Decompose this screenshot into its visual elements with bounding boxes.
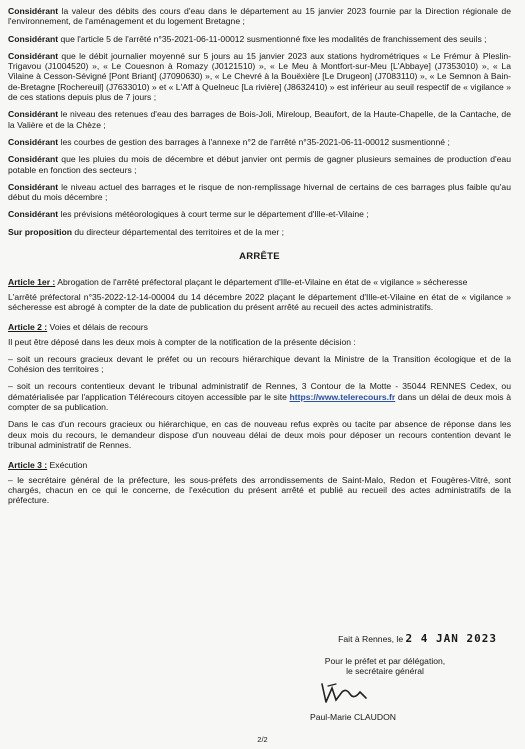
article-3-heading: Article 3 :	[8, 460, 48, 471]
consideration-lead: Considérant	[8, 50, 59, 61]
consideration-lead: Sur proposition	[8, 226, 72, 237]
consideration-paragraph	[8, 182, 511, 203]
signature-place: Fait à Rennes, le	[338, 634, 404, 644]
consideration-text: la valeur des débits des cours d'eau dans le département au 15 janvier 2023 fournie par la Direction régionale de l'environnement, de l'aménagement et du logement Bretagne ;	[8, 6, 511, 27]
consideration-lead: Considérant	[8, 154, 59, 165]
article-2-closing: Dans le cas d'un recours gracieux ou hiérarchique, en cas de nouveau refus exprès ou tacite par absence de réponse dans les deux mois du recours, le demandeur dispose d'un nouveau délai de deux mois pour déposer un recours contention devant le tribunal administratif de Rennes.	[8, 419, 511, 450]
consideration-lead: Considérant	[8, 181, 59, 192]
article-1-title: Abrogation de l'arrêté préfectoral plaçant le département d'Ille-et-Vilaine en état de « vigilance » sécheresse	[55, 277, 468, 288]
telerecours-link[interactable]: https://www.telerecours.fr	[289, 391, 396, 402]
article-2-heading: Article 2 :	[8, 322, 48, 333]
consideration-paragraph	[8, 227, 511, 237]
decree-title: ARRÊTE	[239, 251, 280, 263]
considerations	[8, 6, 511, 237]
article-3-title: Exécution	[47, 460, 88, 471]
article-1	[8, 277, 511, 312]
consideration-text: du directeur départemental des territoires et de la mer ;	[71, 226, 285, 237]
consideration-paragraph	[8, 34, 511, 44]
consideration-lead: Considérant	[8, 33, 59, 44]
consideration-text: que le débit journalier moyenné sur 5 jours au 15 janvier 2023 aux stations hydrométriques « Le Frémur à Pleslin-Trigavou (J1004520) », « Le Couesnon à Romazy (J0121510) », « Le Meu à Montfort-sur-Meu [L'Abbaye] (J7353010) », « La Vilaine à Cesson-Sévigné [Pont Briant] (J7090630) », « Le Chevré à la Bouëxière [Le Drugeon] (J7083110) », « Le Semnon à Bain-de-Bretagne [Rochereuil] (J7633010) » et « L'Aff à Quelneuc [La rivière] (J8632410) » est inférieur au seuil respectif de « vigilance » de ces stations depuis plus de 7 jours ;	[8, 50, 511, 103]
page-number: 2/2	[257, 735, 268, 744]
consideration-paragraph	[8, 6, 511, 27]
signature-line-2: le secrétaire général	[346, 666, 424, 676]
consideration-lead: Considérant	[8, 136, 59, 147]
consideration-text: les prévisions météorologiques à court terme sur le département d'Ille-et-Vilaine ;	[58, 209, 369, 220]
consideration-paragraph	[8, 51, 511, 102]
article-2-intro: Il peut être déposé dans les deux mois à compter de la notification de la présente décision :	[8, 336, 356, 347]
consideration-lead: Considérant	[8, 209, 59, 220]
article-3-body: – le secrétaire général de la préfecture, les sous-préfets des arrondissements de Saint-Malo, Redon et Fougères-Vitré, sont chargés, chacun en ce qui le concerne, de l'exécution du présent arrêté et publié au recueil des actes administratifs de la préfecture.	[8, 474, 511, 506]
date-stamp: 2 4 JAN 2023	[405, 632, 497, 645]
consideration-text: que les pluies du mois de décembre et début janvier ont permis de gagner plusieurs semaines de production d'eau potable en fonction des secteurs ;	[8, 154, 511, 175]
signature-authority	[300, 656, 470, 676]
article-2-item-2: – soit un recours contentieux devant le tribunal administratif de Rennes, 3 Contour de la Motte - 35044 RENNES Cedex, ou dématérialisée par l'application Télérecours citoyen accessible par le site https://www.telerecours.fr dans un délai de deux mois à compter de sa publication.	[8, 381, 511, 413]
consideration-text: le niveau des retenues d'eau des barrages de Bois-Joli, Mireloup, Beaufort, de la Haute-Chapelle, de la Cantache, de la Valière et de la Chèze ;	[8, 109, 511, 130]
consideration-paragraph	[8, 154, 511, 175]
article-1-heading: Article 1er :	[8, 277, 56, 288]
consideration-paragraph	[8, 137, 511, 147]
consideration-text: le niveau actuel des barrages et le risque de non-remplissage hivernal de certains de ces barrages plus faible qu'au début du mois décembre ;	[8, 181, 511, 203]
signature-place-date	[338, 634, 497, 644]
handwritten-signature	[318, 680, 378, 710]
signer-name: Paul-Marie CLAUDON	[310, 712, 396, 722]
signature-line-1: Pour le préfet et par délégation,	[324, 656, 446, 666]
article-3	[8, 460, 511, 505]
article-2-title: Voies et délais de recours	[47, 322, 148, 333]
article-2	[8, 322, 511, 450]
consideration-paragraph	[8, 109, 511, 130]
consideration-paragraph	[8, 209, 511, 219]
consideration-lead: Considérant	[8, 6, 59, 16]
article-2-item-1: – soit un recours gracieux devant le préfet ou un recours hiérarchique devant la Ministre de la Transition écologique et de la Cohésion des territoires ;	[8, 353, 511, 375]
consideration-text: les courbes de gestion des barrages à l'annexe n°2 de l'arrêté n°35-2021-06-11-00012 susmentionné ;	[58, 136, 450, 147]
consideration-text: que l'article 5 de l'arrêté n°35-2021-06-11-00012 susmentionné fixe les modalités de franchissement des seuils ;	[58, 33, 487, 44]
consideration-lead: Considérant	[8, 109, 59, 120]
article-1-body: L'arrêté préfectoral n°35-2022-12-14-00004 du 14 décembre 2022 plaçant le département d'Ille-et-Vilaine en état de « vigilance » sécheresse est abrogé à compter de la date de publication du présent arrêté au recueil des actes administratifs.	[8, 291, 511, 312]
